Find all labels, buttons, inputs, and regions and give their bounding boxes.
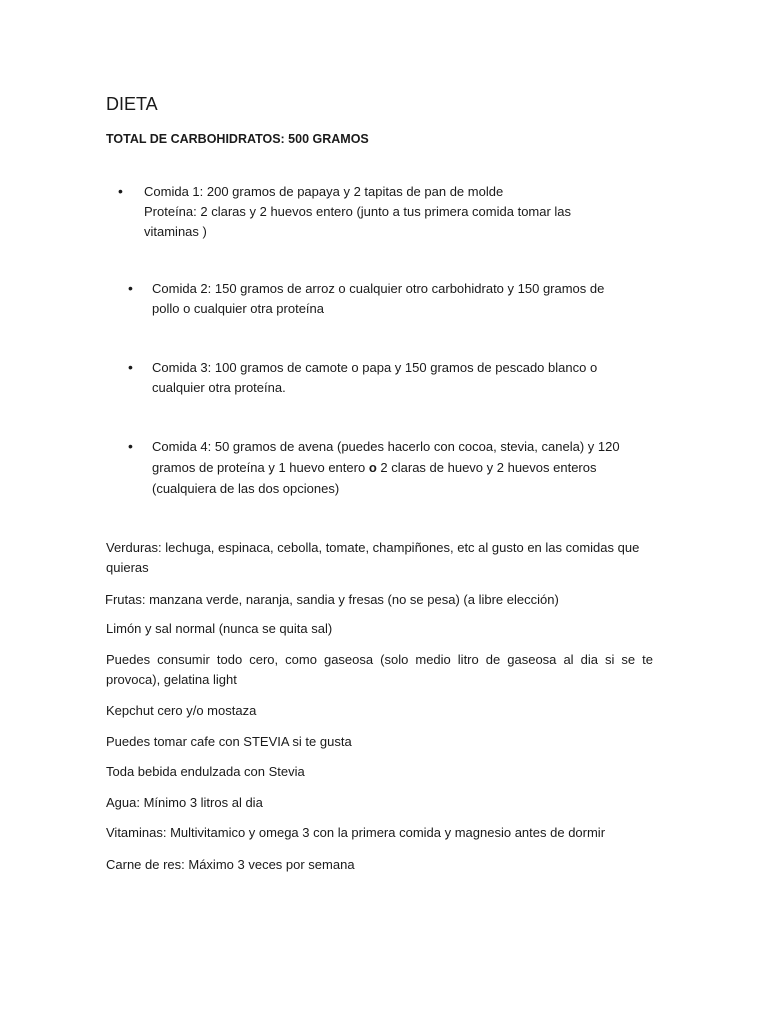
meal-line: Comida 2: 150 gramos de arroz o cualquier otro carbohidrato y 150 gramos de (152, 281, 605, 296)
note-kepchut: Kepchut cero y/o mostaza (106, 703, 257, 718)
meal-line-with-or (152, 458, 597, 478)
note-line: Puedes consumir todo cero, como gaseosa (solo medio litro de gaseosa al dia si se te (106, 652, 653, 667)
document-title: DIETA (106, 94, 158, 114)
meal-line-text: gramos de proteína y 1 huevo entero (152, 460, 366, 475)
meal-line: Proteína: 2 claras y 2 huevos entero (junto a tus primera comida tomar las (144, 204, 572, 219)
meal-line: Comida 4: 50 gramos de avena (puedes hacerlo con cocoa, stevia, canela) y 120 (152, 439, 620, 454)
note-bebida: Toda bebida endulzada con Stevia (106, 764, 305, 779)
note-verduras (106, 538, 639, 578)
meal-line: vitaminas ) (144, 224, 207, 239)
note-carne: Carne de res: Máximo 3 veces por semana (106, 857, 355, 872)
note-agua: Agua: Mínimo 3 litros al dia (106, 795, 263, 810)
meal-line: cualquier otra proteína. (152, 380, 286, 395)
note-cafe: Puedes tomar cafe con STEVIA si te gusta (106, 734, 352, 749)
bullet-icon: • (128, 359, 133, 375)
meal-line: (cualquiera de las dos opciones) (152, 481, 340, 496)
note-line: Verduras: lechuga, espinaca, cebolla, tomate, champiñones, etc al gusto en las comidas que (106, 540, 640, 555)
note-frutas: Frutas: manzana verde, naranja, sandia y fresas (no se pesa) (a libre elección) (105, 592, 559, 607)
note-limon: Limón y sal normal (nunca se quita sal) (106, 621, 333, 636)
bullet-icon: • (128, 438, 133, 454)
note-line: provoca), gelatina light (106, 672, 237, 687)
note-vitaminas: Vitaminas: Multivitamico y omega 3 con la primera comida y magnesio antes de dormir (106, 825, 606, 840)
meal-line: pollo o cualquier otra proteína (152, 301, 325, 316)
or-emphasis: o (368, 460, 377, 475)
note-gaseosa (106, 650, 653, 690)
bullet-icon: • (118, 183, 123, 199)
document-subtitle: TOTAL DE CARBOHIDRATOS: 500 GRAMOS (106, 132, 369, 146)
meal-line-text: 2 claras de huevo y 2 huevos enteros (380, 460, 597, 475)
note-line: quieras (106, 560, 149, 575)
meal-line: Comida 1: 200 gramos de papaya y 2 tapitas de pan de molde (144, 184, 504, 199)
bullet-icon: • (128, 280, 133, 296)
meal-line: Comida 3: 100 gramos de camote o papa y 150 gramos de pescado blanco o (152, 360, 598, 375)
